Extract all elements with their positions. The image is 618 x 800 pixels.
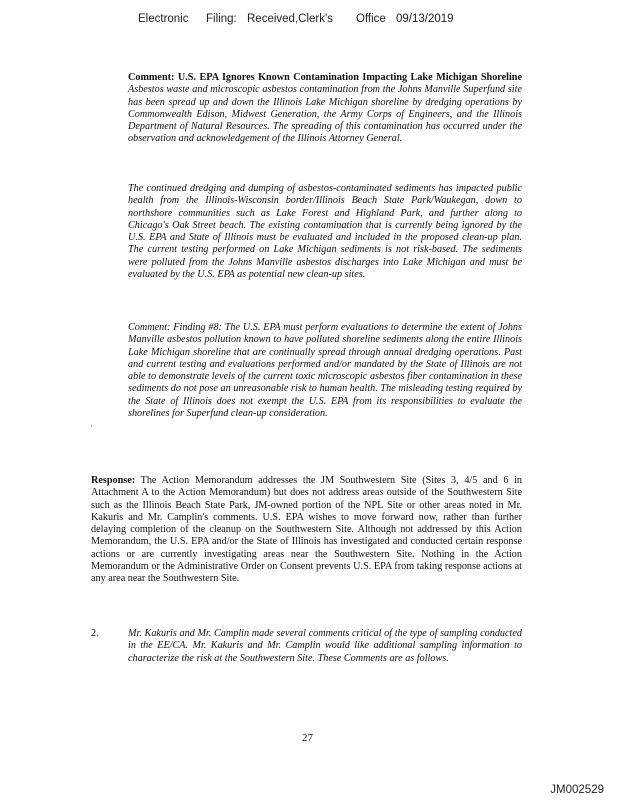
page-number: 27 xyxy=(302,732,313,744)
item-number: 2. xyxy=(91,628,99,639)
header-date: 09/13/2019 xyxy=(396,13,454,25)
response-body: The Action Memorandum addresses the JM Southwestern Site (Sites 3, 4/5 and 6 in Attachment A to the Action Memorandum) but does not address areas outside of the Southwestern Site such as the Illinois Beach State Park, JM-owned portion of the NPL Site or other areas noted in Mr. Kakuris and Mr. Camplin's comments. U.S. EPA wishes to move forward now, rather than further delaying completion of the cleanup on the Southwestern Site. Although not addressed by this Action Memorandum, the U.S. EPA and/or the State of Illinois has investigated and conducted certain response actions or are currently investigating areas near the Southwestern Site. Nothing in the Action Memorandum or the Administrative Order on Consent prevents U.S. EPA from taking response actions at any area near the Southwestern Site. xyxy=(91,475,522,585)
comment-finding-8: Comment: Finding #8: The U.S. EPA must perform evaluations to determine the extent of Johns Manville asbestos pollution known to have polluted shoreline sediments along the entire Illinois Lake Michigan shoreline that are continually spread through annual dredging operations. Past and current testing and evaluations performed and/or mandated by the State of Illinois are not able to demonstrate levels of the current toxic microscopic asbestos fiber contamination in these sediments do not pose an unreasonable risk to human health. The misleading testing required by the State of Illinois does not exempt the U.S. EPA from its responsibilities to evaluate the shorelines for Superfund clean-up consideration. xyxy=(128,322,522,420)
comment-paragraph-2: The continued dredging and dumping of asbestos-contaminated sediments has impacted public health from the Illinois-Wisconsin border/Illinois Beach State Park/Waukegan, down to northshore communities such as Lake Forest and Highland Park, and further along to Chicago's Oak Street beach. The existing contamination that is currently being ignored by the U.S. EPA and State of Illinois must be evaluated and included in the proposed clean-up plan. The current testing performed on Lake Michigan sediments is not risk-based. The sediments were polluted from the Johns Manville asbestos discharges into Lake Michigan and must be evaluated by the U.S. EPA as potential new clean-up sites. xyxy=(128,183,522,281)
comment-body-1: Asbestos waste and microscopic asbestos contamination from the Johns Manville Superfund site has been spread up and down the Illinois Lake Michigan shoreline by dredging operations by Commonwealth Edison, Midwest Generation, the Army Corps of Engineers, and the Illinois Department of Natural Resources. The spreading of this contamination has occurred under the observation and acknowledgement of the Illinois Attorney General. xyxy=(128,84,522,145)
header-filing: Filing: xyxy=(206,13,237,25)
item-2-paragraph: Mr. Kakuris and Mr. Camplin made several comments critical of the type of sampling conducted in the EE/CA. Mr. Kakuris and Mr. Camplin would like additional sampling information to characterize the risk at the Southwestern Site. These Comments are as follows. xyxy=(128,628,522,664)
header-electronic: Electronic xyxy=(138,13,189,25)
comment-paragraph-1 xyxy=(128,72,522,146)
header-received: Received,Clerk's xyxy=(247,13,333,25)
response-label: Response: xyxy=(91,475,136,486)
margin-mark: · xyxy=(90,421,93,431)
response-paragraph xyxy=(91,475,522,586)
bates-number: JM002529 xyxy=(550,784,604,796)
comment-heading: Comment: U.S. EPA Ignores Known Contamination Impacting Lake Michigan Shoreline xyxy=(128,72,522,83)
header-office: Office xyxy=(356,13,386,25)
